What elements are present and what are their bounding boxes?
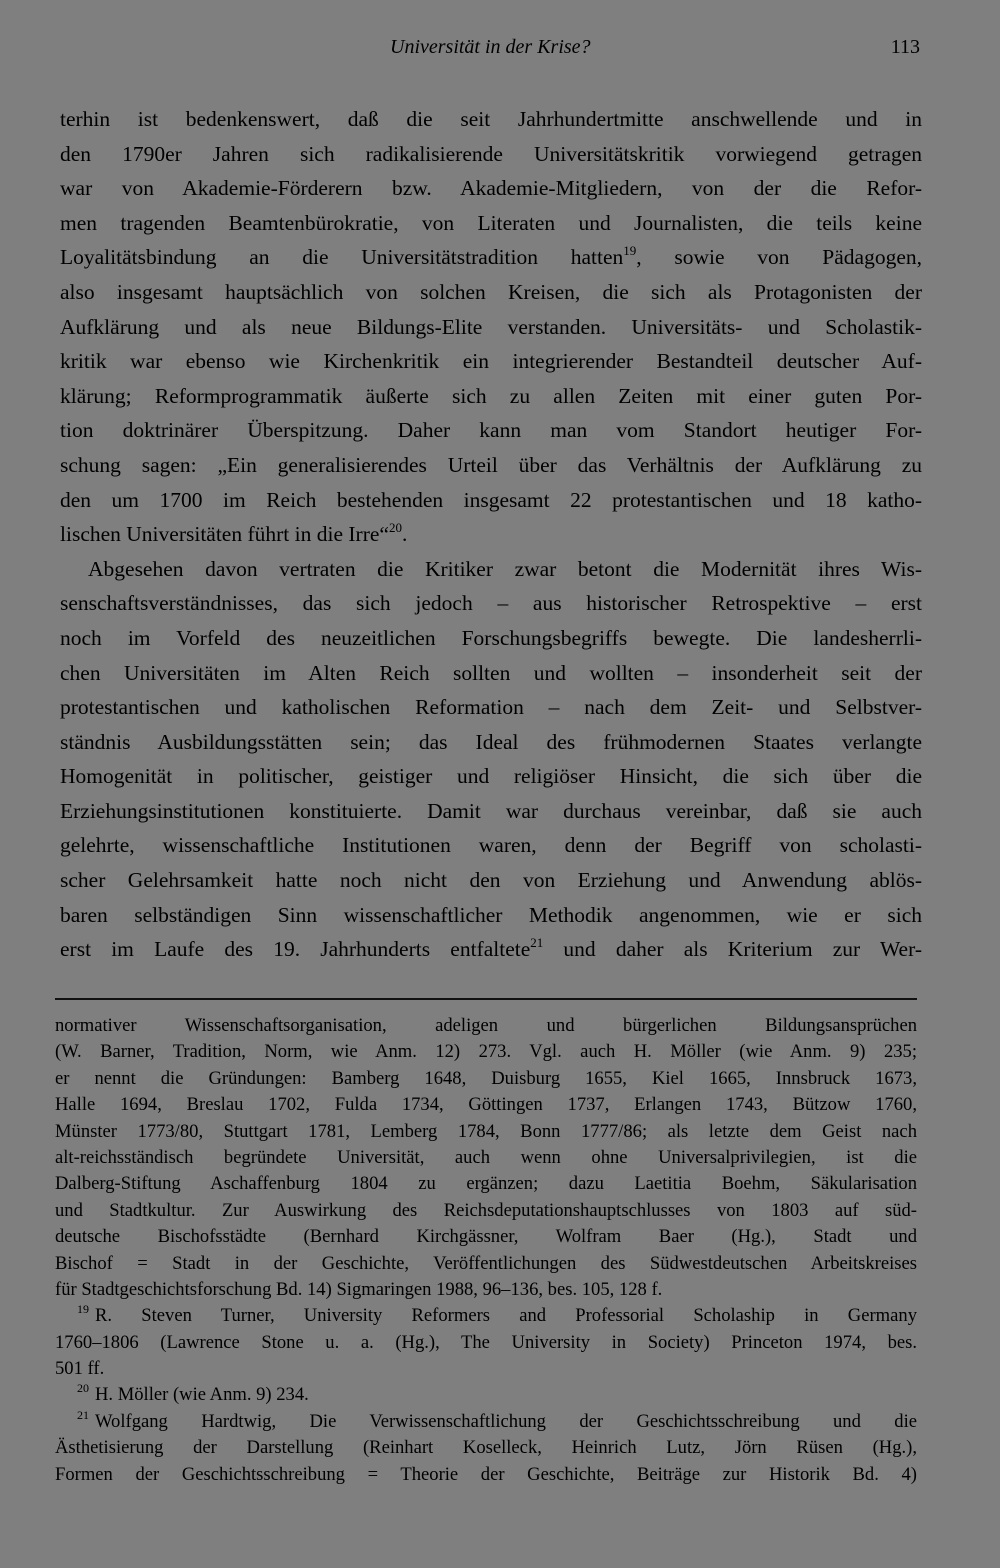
text-line: Abgesehen davon vertraten die Kritiker zwar betont die Modernität ihres Wis- bbox=[88, 556, 922, 581]
footnote-number: 20 bbox=[77, 1381, 89, 1396]
footnote-20: $^{20}$ H. Möller (wie Anm. 9) 234. bbox=[77, 1381, 309, 1406]
main-text bbox=[60, 102, 922, 967]
text-line: klärung; Reformprogrammatik äußerte sich zu allen Zeiten mit einer guten Por- bbox=[60, 383, 922, 408]
page-number: 113 bbox=[890, 36, 920, 58]
page-header bbox=[60, 32, 920, 66]
text-line: tion doktrinärer Überspitzung. Daher kann man vom Standort heutiger For- bbox=[60, 418, 922, 443]
text-line: schung sagen: „Ein generalisierendes Urteil über das Verhältnis der Aufklärung zu bbox=[60, 452, 922, 477]
footnote-ref: 20 bbox=[388, 520, 402, 536]
footnote-line: Formen der Geschichtsschreibung = Theorie der Geschichte, Beiträge zur Historik Bd. 4) bbox=[55, 1463, 917, 1485]
text-line: Erziehungsinstitutionen konstituierte. Damit war durchaus vereinbar, daß sie auch bbox=[60, 798, 922, 823]
footnote-line: Münster 1773/80, Stuttgart 1781, Lemberg 1784, Bonn 1777/86; als letzte dem Geist nach bbox=[55, 1120, 917, 1142]
footnote-ref: 21 bbox=[530, 935, 544, 951]
footnote-line: 1760–1806 (Lawrence Stone u. a. (Hg.), The University in Society) Princeton 1974, bes. bbox=[55, 1331, 917, 1353]
text-line: Aufklärung und als neue Bildungs-Elite verstanden. Universitäts- und Scholastik- bbox=[60, 314, 922, 339]
footnote-ref: 19 bbox=[623, 243, 637, 259]
footnote-line: alt-reichsständisch begründete Universität, auch wenn ohne Universalprivilegien, ist die bbox=[55, 1146, 917, 1168]
text-line: senschaftsverständnisses, das sich jedoch – aus historischer Retrospektive – erst bbox=[60, 591, 922, 616]
footnote-number: 21 bbox=[77, 1407, 89, 1422]
footnote-divider bbox=[55, 998, 917, 1000]
text-line: ständnis Ausbildungsstätten sein; das Ideal des frühmodernen Staates verlangte bbox=[60, 729, 922, 754]
footnote-line: für Stadtgeschichtsforschung Bd. 14) Sigmaringen 1988, 96–136, bes. 105, 128 f. bbox=[55, 1278, 663, 1300]
text-line: gelehrte, wissenschaftliche Institutionen waren, denn der Begriff von scholasti- bbox=[60, 833, 922, 858]
text-line: lischen Universitäten führt in die Irre“$^{20}$. bbox=[60, 520, 408, 547]
text-line: Homogenität in politischer, geistiger und religiöser Hinsicht, die sich über die bbox=[60, 764, 922, 789]
text-line: men tragenden Beamtenbürokratie, von Literaten und Journalisten, die teils keine bbox=[60, 210, 922, 235]
text-line: den 1790er Jahren sich radikalisierende Universitätskritik vorwiegend getragen bbox=[60, 141, 922, 166]
footnote-line: Dalberg-Stiftung Aschaffenburg 1804 zu ergänzen; dazu Laetitia Boehm, Säkularisation bbox=[55, 1173, 917, 1195]
text-line: noch im Vorfeld des neuzeitlichen Forschungsbegriffs bewegte. Die landesherrli- bbox=[60, 625, 922, 650]
running-title: Universität in der Krise? bbox=[390, 36, 591, 58]
footnote-line: Halle 1694, Breslau 1702, Fulda 1734, Göttingen 1737, Erlangen 1743, Bützow 1760, bbox=[55, 1094, 917, 1116]
footnotes bbox=[55, 1013, 917, 1488]
footnote-line: normativer Wissenschaftsorganisation, adeligen und bürgerlichen Bildungsansprüchen bbox=[55, 1015, 917, 1036]
footnote-line: Bischof = Stadt in der Geschichte, Veröffentlichungen des Südwestdeutschen Arbeitskreises bbox=[55, 1252, 917, 1274]
footnote-line: 501 ff. bbox=[55, 1358, 105, 1380]
text-line: den um 1700 im Reich bestehenden insgesamt 22 protestantischen und 18 katho- bbox=[60, 487, 922, 512]
text-line: protestantischen und katholischen Reformation – nach dem Zeit- und Selbstver- bbox=[60, 695, 922, 720]
footnote-line: deutsche Bischofsstädte (Bernhard Kirchgässner, Wolfram Baer (Hg.), Stadt und bbox=[55, 1226, 917, 1248]
text-line: Loyalitätsbindung an die Universitätstradition hatten$^{19}$, sowie von Pädagogen, bbox=[60, 243, 922, 270]
footnote-line: er nennt die Gründungen: Bamberg 1648, Duisburg 1655, Kiel 1665, Innsbruck 1673, bbox=[55, 1067, 917, 1089]
text-line: baren selbständigen Sinn wissenschaftlicher Methodik angenommen, wie er sich bbox=[60, 902, 922, 927]
text-line: kritik war ebenso wie Kirchenkritik ein integrierender Bestandteil deutscher Auf- bbox=[60, 349, 922, 374]
text-line: erst im Laufe des 19. Jahrhunderts entfaltete$^{21}$ und daher als Kriterium zur Wer- bbox=[60, 935, 922, 962]
text-line: terhin ist bedenkenswert, daß die seit Jahrhundertmitte anschwellende und in bbox=[60, 107, 922, 131]
footnote-line: Ästhetisierung der Darstellung (Reinhart Koselleck, Heinrich Lutz, Jörn Rüsen (Hg.), bbox=[55, 1437, 917, 1459]
text-line: war von Akademie-Förderern bzw. Akademie-Mitgliedern, von der die Refor- bbox=[60, 176, 922, 201]
text-line: also insgesamt hauptsächlich von solchen Kreisen, die sich als Protagonisten der bbox=[60, 279, 922, 304]
footnote-line: und Stadtkultur. Zur Auswirkung des Reichsdeputationshauptschlusses von 1803 auf süd- bbox=[55, 1199, 917, 1221]
footnote-21: $^{21}$ Wolfgang Hardtwig, Die Verwissenschaftlichung der Geschichtsschreibung und die bbox=[77, 1407, 917, 1432]
text-line: scher Gelehrsamkeit hatte noch nicht den von Erziehung und Anwendung ablös- bbox=[60, 868, 922, 893]
text-line: chen Universitäten im Alten Reich sollten und wollten – insonderheit seit der bbox=[60, 660, 922, 685]
footnote-number: 19 bbox=[77, 1302, 89, 1317]
footnote-line: (W. Barner, Tradition, Norm, wie Anm. 12) 273. Vgl. auch H. Möller (wie Anm. 9) 235; bbox=[55, 1041, 917, 1063]
footnote-19: $^{19}$ R. Steven Turner, University Reformers and Professorial Scholaship in Germany bbox=[77, 1302, 917, 1327]
